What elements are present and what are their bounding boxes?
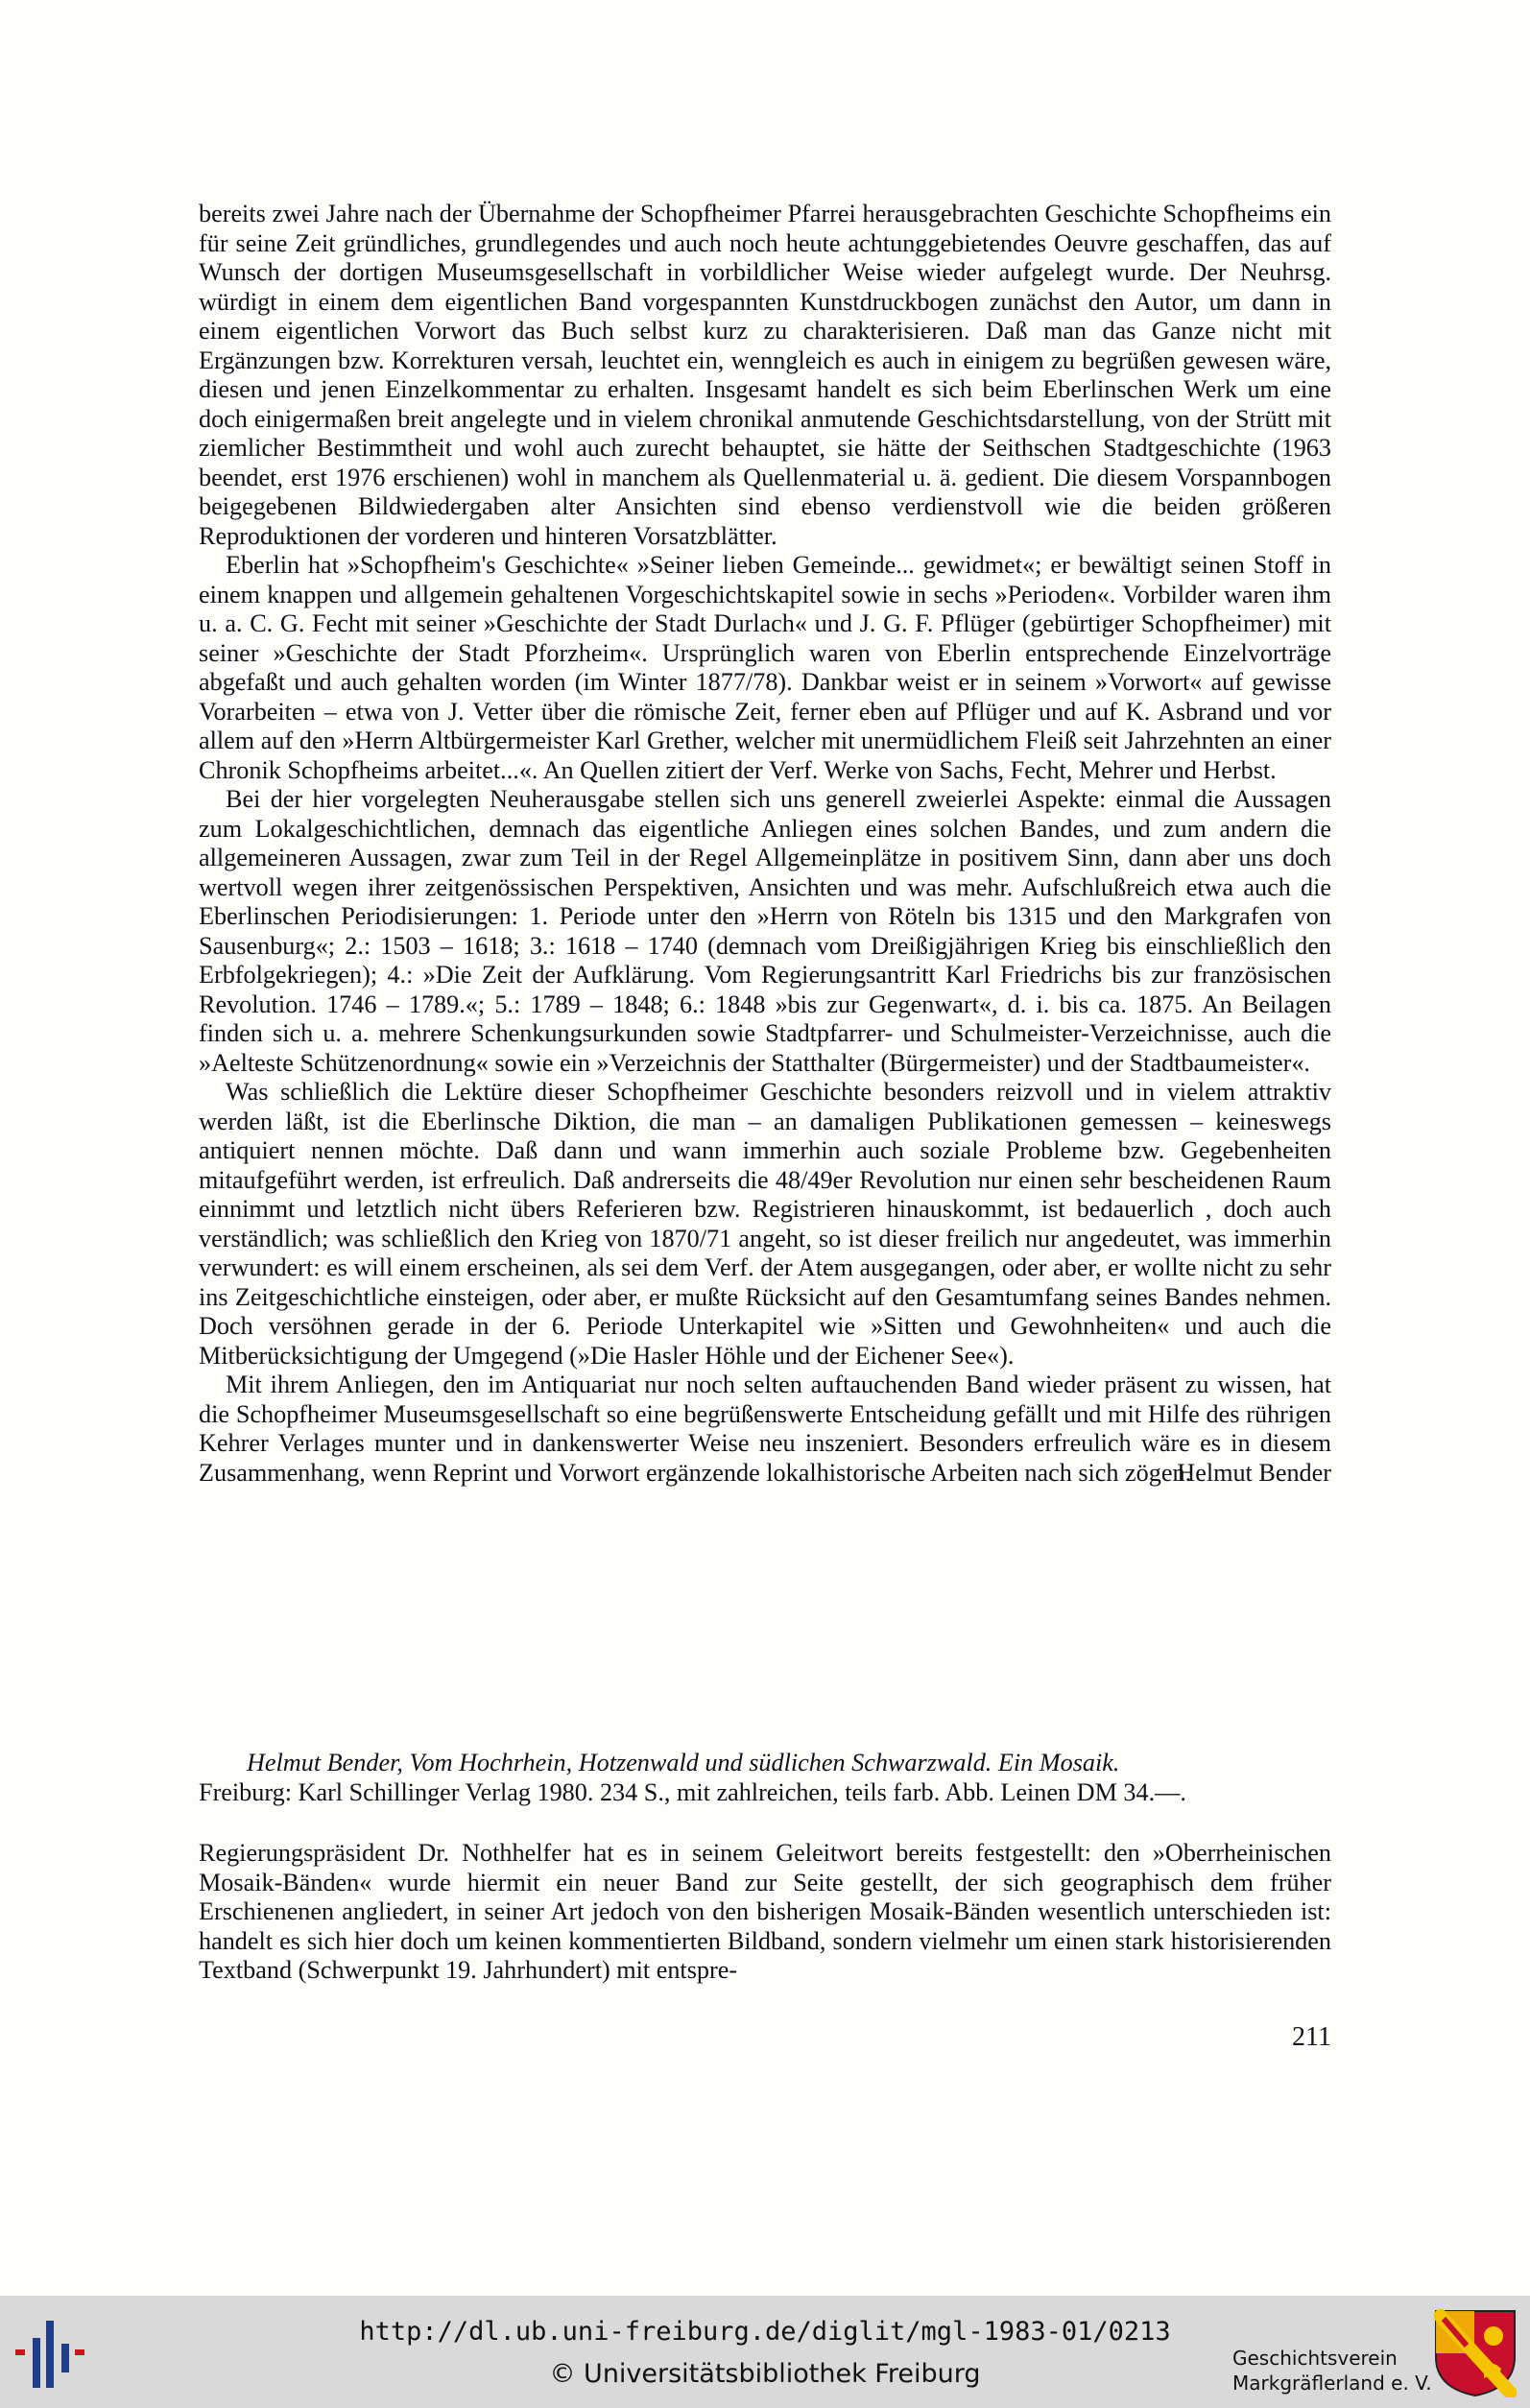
review-paragraph: bereits zwei Jahre nach der Übernahme der Schopfheimer Pfarrei herausgebrachten Geschichte Schopfheims ein für seine Zeit gründliches, grundlegendes und auch noch heute achtunggebietendes Oeuvre geschaffen, das auf Wunsch der dortigen Museumsgesellschaft in vorbildlicher Weise wieder aufgelegt wurde. Der Neuhrsg. würdigt in einem dem eigentlichen Band vorgespannten Kunstdruckbogen zunächst den Autor, um dann in einem eigentlichen Vorwort das Buch selbst kurz zu charakterisieren. Daß man das Ganze nicht mit Ergänzungen bzw. Korrekturen versah, leuchtet ein, wenngleich es auch in einigem zu begrüßen gewesen wäre, diesen und jenen Einzelkommentar zu erhalten. Insgesamt handelt es sich beim Eberlinschen Werk um eine doch einigermaßen breit angelegte und in vielem chronikal anmutende Geschichtsdarstellung, von der Strütt mit ziemlicher Bestimmtheit und wohl auch zurecht behauptet, sie hätte der Seithschen Stadtgeschichte (1963 beendet, erst 1976 erschienen) wohl in manchem als Quellenmaterial u. ä. gedient. Die diesem Vorspannbogen beigegebenen Bildwiedergaben alter Ansichten sind ebenso verdienstvoll wie die beiden größeren Reproduktionen der vorderen und hinteren Vorsatzblätter. [199,200,1331,550]
second-review-body [199,1839,1331,1986]
review-paragraph: Eberlin hat »Schopfheim's Geschichte« »Seiner lieben Gemeinde... gewidmet«; er bewältigt seinen Stoff in einem knappen und allgemein gehaltenen Vorgeschichtskapitel sowie in sechs »Perioden«. Vorbilder waren ihm u. a. C. G. Fecht mit seiner »Geschichte der Stadt Durlach« und J. G. F. Pflüger (gebürtiger Schopfheimer) mit seiner »Geschichte der Stadt Pforzheim«. Ursprünglich waren von Eberlin entsprechende Einzelvorträge abgefaßt und auch gehalten worden (im Winter 1877/78). Dankbar weist er in seinem »Vorwort« auf gewisse Vorarbeiten – etwa von J. Vetter über die römische Zeit, ferner eben auf Pflüger und auf K. Asbrand und vor allem auf den »Herrn Altbürgermeister Karl Grether, welcher mit unermüdlichem Fleiß seit Jahrzehnten an einer Chronik Schopfheims arbeitet...«. An Quellen zitiert der Verf. Werke von Sachs, Fecht, Mehrer und Herbst. [199,551,1331,784]
review-paragraph: Regierungspräsident Dr. Nothhelfer hat es in seinem Geleitwort bereits festgestellt: den »Oberrheinischen Mosaik-Bänden« wurde hiermit ein neuer Band zur Seite gestellt, der sich geographisch dem früher Erschienenen angliedert, in seiner Art jedoch von den bisherigen Mosaik-Bänden wesentlich unterschieden ist: handelt es sich hier doch um keinen kommentierten Bildband, sondern vielmehr um einen stark historisierenden Textband (Schwerpunkt 19. Jahrhundert) mit entspre- [199,1839,1331,1984]
citation-publication: Freiburg: Karl Schillinger Verlag 1980. 234 S., mit zahlreichen, teils farb. Abb. Leinen DM 34.—. [199,1777,1186,1806]
review-paragraph: Bei der hier vorgelegten Neuherausgabe stellen sich uns generell zweierlei Aspekte: einmal die Aussagen zum Lokalgeschichtlichen, demnach das eigentliche Anliegen eines solchen Bandes, und zum andern die allgemeineren Aussagen, zwar zum Teil in der Regel Allgemeinplätze in positivem Sinn, dann aber uns doch wertvoll wegen ihrer zeitgenössischen Perspektiven, Ansichten und was mehr. Aufschlußreich etwa auch die Eberlinschen Periodisierungen: 1. Periode unter den »Herrn von Röteln bis 1315 und den Markgrafen von Sausenburg«; 2.: 1503 – 1618; 3.: 1618 – 1740 (demnach vom Dreißigjährigen Krieg bis einschließlich den Erbfolgekriegen); 4.: »Die Zeit der Aufklärung. Vom Regierungsantritt Karl Friedrichs bis zur französischen Revolution. 1746 – 1789.«; 5.: 1789 – 1848; 6.: 1848 »bis zur Gegenwart«, d. i. bis ca. 1875. An Beilagen finden sich u. a. mehrere Schenkungsurkunden sowie Stadtpfarrer- und Schulmeister-Verzeichnisse, auch die »Aelteste Schützenordnung« sowie ein »Verzeichnis der Statthalter (Bürgermeister) und der Stadtbaumeister«. [199,785,1331,1077]
review-body [199,200,1331,1488]
review-paragraph: Mit ihrem Anliegen, den im Antiquariat nur noch selten auftauchenden Band wieder präsent zu wissen, hat die Schopfheimer Museumsgesellschaft so eine begrüßenswerte Entscheidung gefällt und mit Hilfe des rührigen Kehrer Verlages munter und in dankenswerter Weise neu inszeniert. Besonders erfreulich wäre es in diesem Zusammenhang, wenn Reprint und Vorwort ergänzende lokalhistorische Arbeiten nach sich zögen. [199,1371,1331,1487]
review-paragraph: Was schließlich die Lektüre dieser Schopfheimer Geschichte besonders reizvoll und in vielem attraktiv werden läßt, ist die Eberlinsche Diktion, die man – an damaligen Publikationen gemessen – keineswegs antiquiert nennen möchte. Daß dann und wann immerhin auch soziale Probleme bzw. Gegebenheiten mitaufgeführt werden, ist erfreulich. Daß andrerseits die 48/49er Revolution nur einen sehr bescheidenen Raum einnimmt und letztlich nicht übers Referieren bzw. Registrieren hinauskommt, ist bedauerlich , doch auch verständlich; was schließlich den Krieg von 1870/71 angeht, so ist dieser freilich nur angedeutet, was immerhin verwundert: es will einem erscheinen, als sei dem Verf. der Atem ausgegangen, oder aber, er wollte nicht zu sehr ins Zeitgeschichtliche einsteigen, oder aber, er mußte Rücksicht auf den Gesamtumfang seines Bandes nehmen. Doch versöhnen gerade in der 6. Periode Unterkapitel wie »Sitten und Gewohnheiten« und auch die Mitberücksichtigung der Umgegend (»Die Hasler Höhle und der Eichener See«). [199,1078,1331,1370]
coat-of-arms-icon [1434,2309,1517,2397]
society-name [1232,2346,1432,2396]
document-url-link[interactable]: http://dl.ub.uni-freiburg.de/diglit/mgl-1983-01/0213 [359,2317,1171,2347]
reviewer-signature: Helmut Bender [1177,1458,1331,1487]
copyright-notice: © Universitätsbibliothek Freiburg [549,2359,981,2389]
society-name-line1: Geschichtsverein [1232,2347,1398,2370]
citation-title: Helmut Bender, Vom Hochrhein, Hotzenwald und südlichen Schwarzwald. Ein Mosaik. [247,1749,1120,1776]
footer-bar [0,2296,1530,2408]
society-name-line2: Markgräflerland e. V. [1232,2372,1432,2395]
page-number: 211 [1292,2022,1331,2052]
book-citation [199,1749,1331,1807]
